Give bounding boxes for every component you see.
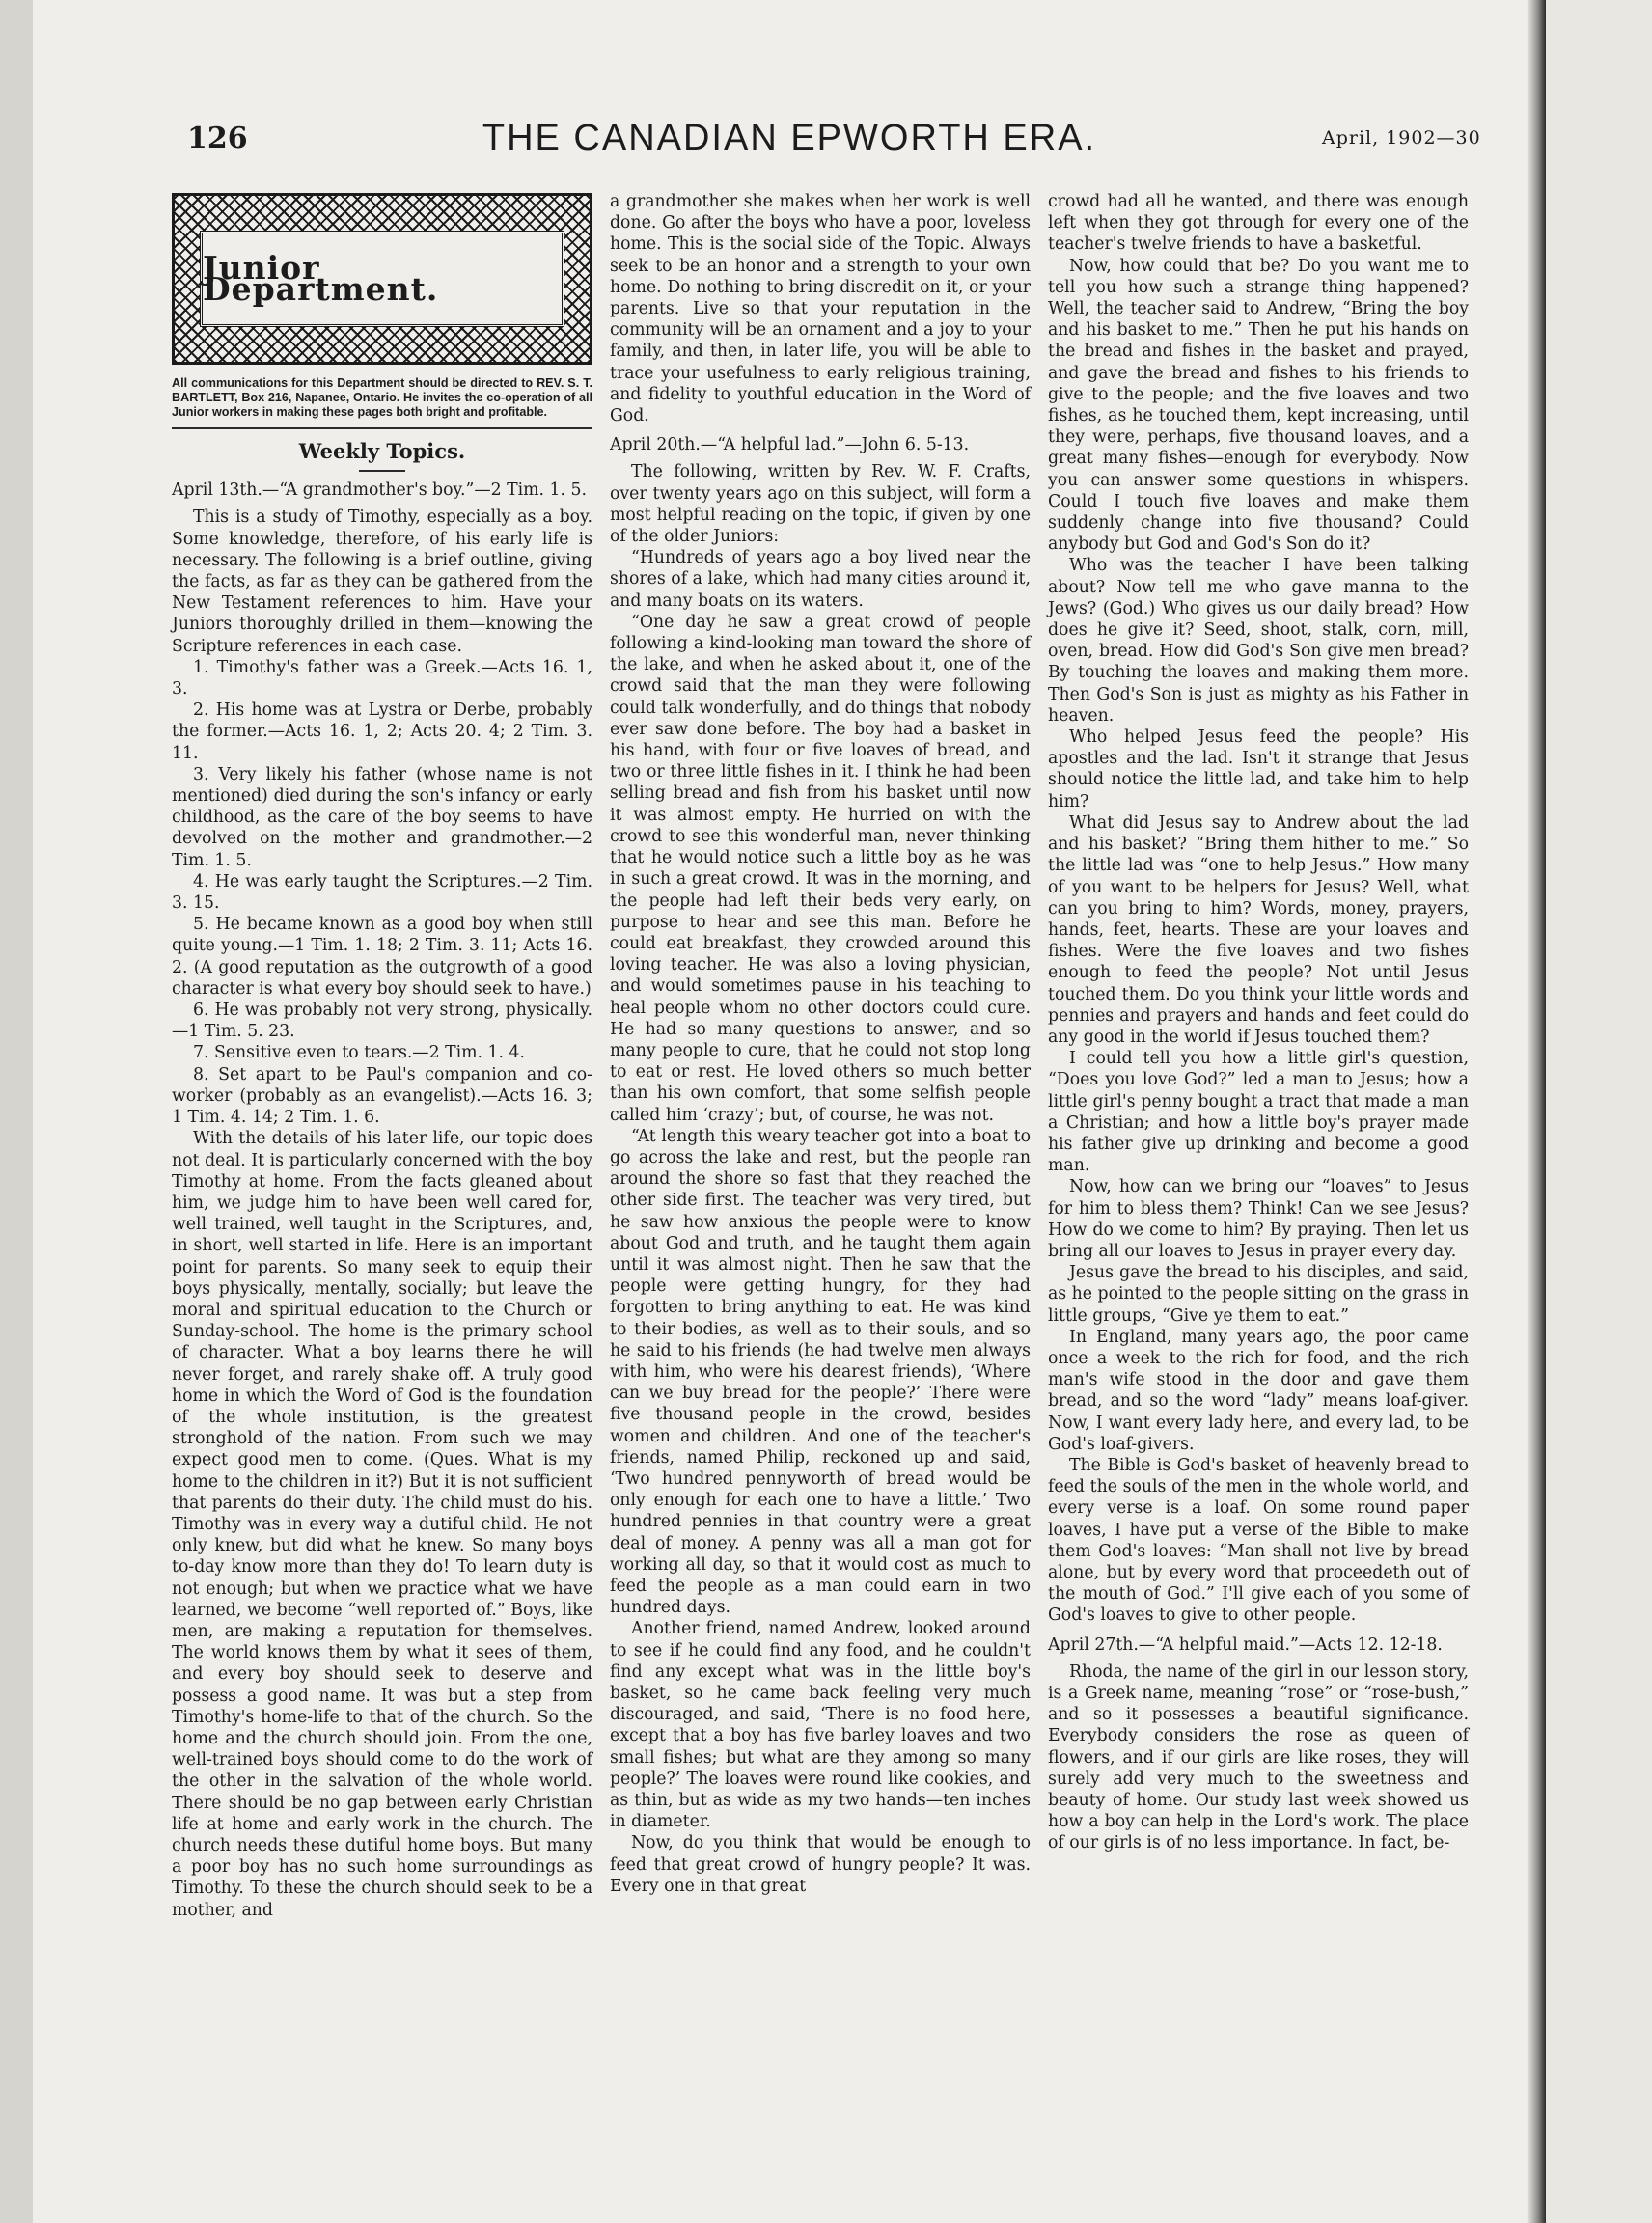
paragraph: The following, written by Rev. W. F. Crafts, over twenty years ago on this subject, will form a most helpful reading on the topic, if given by one of the older Juniors: — [610, 462, 1031, 547]
paragraph: 5. He became known as a good boy when still quite young.—1 Tim. 1. 18; 2 Tim. 3. 11; Acts 16. 2. (A good reputation as the outgrowth of a good character is what every boy should seek to have.) — [172, 915, 592, 999]
page-header — [33, 114, 1546, 172]
paragraph: Now, how can we bring our “loaves” to Jesus for him to bless them? Think! Can we see Jesus? How do we come to him? By praying. Then let us bring all our loaves to Jesus in prayer every day. — [1048, 1177, 1469, 1261]
paragraph: Rhoda, the name of the girl in our lesson story, is a Greek name, meaning “rose” or “rose-bush,” and so it possesses a beautiful significance. Everybody considers the rose as queen of flowers, and if our girls are like roses, they will surely add very much to the sweetness and beauty of home. Our study last week showed us how a boy can help in the Lord's work. The place of our girls is of no less importance. In fact, be- — [1048, 1661, 1469, 1853]
paragraph: With the details of his later life, our topic does not deal. It is particularly concerned with the boy Timothy at home. From the facts gleaned about him, we judge him to have been well cared for, well trained, well taught in the Scriptures, and, in short, well started in life. Here is an important point for parents. So many seek to equip their boys physically, mentally, socially; but leave the moral and spiritual education to the Church or Sunday-school. The home is the primary school of character. What a boy learns there he will never forget, and rarely shake off. A truly good home in which the Word of God is the foundation of the whole institution, is the greatest stronghold of the nation. From such we may expect good men to come. (Ques. What is my home to the children in it?) But it is not sufficient that parents do their duty. The child must do his. Timothy was in every way a dutiful child. He not only knew, but did what he knew. So many boys to-day know more than they do! To learn duty is not enough; but when we practice what we have learned, we become “well reported of.” Boys, like men, are making a reputation for themselves. The world knows them by what it sees of them, and every boy should seek to deserve and possess a good name. It was but a step from Timothy's home-life to that of the church. So the home and the church should join. From the one, well-trained boys should come to do the work of the other in the salvation of the whole world. There should be no gap between early Christian life at home and early work in the church. The church needs these dutiful home boys. But many a poor boy has no such home surroundings as Timothy. To these the church should seek to be a mother, and — [172, 1129, 592, 1920]
paragraph: What did Jesus say to Andrew about the lad and his basket? “Bring them hither to me.” So the little lad was “one to help Jesus.” How many of you want to be helpers for Jesus? Well, what can you bring to him? Words, money, prayers, hands, feet, hearts. These are your loaves and fishes. Were the five loaves and two fishes enough to feed the people? Not until Jesus touched them. Do you think your little words and pennies and prayers and hands and feet could do any good in the world if Jesus touched them? — [1048, 812, 1469, 1047]
paragraph-continued: a grandmother she makes when her work is well done. Go after the boys who have a poor, loveless home. This is the social side of the Topic. Always seek to be an honor and a strength to your own home. Do nothing to bring discredit on it, or your parents. Live so that your reputation in the community will be an ornament and a joy to your family, and then, in later life, you will be able to trace your usefulness to early religious training, and fidelity to youthful education in the Word of God. — [610, 192, 1031, 426]
topic-heading: April 27th.—“A helpful maid.”—Acts 12. 12-18. — [1048, 1634, 1443, 1655]
column-1-body — [172, 480, 592, 1921]
paragraph: “One day he saw a great crowd of people following a kind-looking man toward the shore of the lake, and when he asked about it, one of the crowd said that the man they were following could talk wonderfully, and do things that nobody ever saw done before. The boy had a basket in his hand, with four or five loaves of bread, and two or three little fishes in it. I think he had been selling bread and fish from his basket until now it was almost empty. He hurried on with the crowd to see this wonderful man, never thinking that he would notice such a little boy as he was in such a great crowd. It was in the morning, and the people had left their beds very early, on purpose to hear and see this man. Before he could eat breakfast, they crowded around this loving teacher. He was also a loving physician, and would sometimes pause in his teaching to heal people whom no other doctors could cure. He had so many questions to answer, and so many people to cure, that he could not stop long to eat or rest. He loved others so much better than his own comfort, that some selfish people called him ‘crazy’; but, of course, he was not. — [610, 612, 1031, 1125]
column-1 — [172, 191, 592, 1921]
paragraph: 4. He was early taught the Scriptures.—2 Tim. 3. 15. — [172, 871, 592, 914]
paragraph: Who was the teacher I have been talking about? Now tell me who gave manna to the Jews? (God.) Who gives us our daily bread? How does he give it? Seed, shoot, stalk, corn, mill, oven, bread. How did God's Son give men bread? By touching the loaves and making them more. Then God's Son is just as mighty as his Father in heaven. — [1048, 556, 1469, 726]
section-heading: Weekly Topics. — [298, 439, 466, 463]
paragraph: Jesus gave the bread to his disciples, and said, as he pointed to the people sitting on the grass in little groups, “Give ye them to eat.” — [1048, 1263, 1469, 1326]
banner-frame — [200, 231, 564, 327]
paragraph: The Bible is God's basket of heavenly bread to feed the souls of the men in the whole world, and every verse is a loaf. On some round paper loaves, I have put a verse of the Bible to make them God's loaves: “Man shall not live by bread alone, but by every word that proceedeth out of the mouth of God.” I'll give each of you some of God's loaves to give to other people. — [1048, 1455, 1469, 1626]
paragraph: “Hundreds of years ago a boy lived near the shores of a lake, which had many cities around it, and many boats on its waters. — [610, 548, 1031, 611]
short-divider — [359, 470, 405, 472]
topic-heading: April 13th.—“A grandmother's boy.”—2 Tim. 1. 5. — [172, 480, 587, 501]
paragraph: In England, many years ago, the poor came once a week to the rich for food, and the rich man's wife stood in the door and gave them bread, and so the word “lady” means loaf-giver. Now, I want every lady here, and every lad, to be God's loaf-givers. — [1048, 1327, 1469, 1454]
topic-heading: April 20th.—“A helpful lad.”—John 6. 5-13. — [610, 435, 970, 455]
column-3-body — [1048, 191, 1469, 1854]
department-notice: All communications for this Department should be directed to REV. S. T. BARTLETT, Box 216, Napanee, Ontario. He invites the co-operation of all Junior workers in making these pages both bright and profitable. — [172, 376, 592, 419]
paragraph: 6. He was probably not very strong, physically.—1 Tim. 5. 23. — [172, 1001, 592, 1042]
journal-title: THE CANADIAN EPWORTH ERA. — [482, 118, 1097, 158]
column-2 — [610, 191, 1031, 1897]
page-gutter — [1527, 0, 1546, 2223]
paragraph: Who helped Jesus feed the people? His apostles and the lad. Isn't it strange that Jesus should notice the little lad, and take him to help him? — [1048, 727, 1469, 811]
paragraph: 7. Sensitive even to tears.—2 Tim. 1. 4. — [193, 1043, 525, 1063]
issue-date: April, 1902—30 — [1322, 127, 1481, 149]
paragraph: Now, do you think that would be enough to feed that great crowd of hungry people? It was. Every one in that great — [610, 1833, 1031, 1896]
journal-page — [33, 0, 1546, 2223]
paragraph: Another friend, named Andrew, looked around to see if he could find any food, and he couldn't find any except what was in the little boy's basket, so he came back feeling very much discouraged, and said, ‘There is no food here, except that a boy has five barley loaves and two small fishes; but what are they among so many people?’ The loaves were round like cookies, and as thin, but as wide as my two hands—ten inches in diameter. — [610, 1619, 1031, 1832]
paragraph: “At length this weary teacher got into a boat to go across the lake and rest, but the people ran around the shore so fast that they reached the other side first. The teacher was very tired, but he saw how anxious the people were to know about God and truth, and he taught them again until it was almost night. Then he saw that the people were getting hungry, for they had forgotten to bring anything to eat. He was kind to their bodies, as well as to their souls, and so he said to his friends (he had twelve men always with him, who were his dearest friends), ‘Where can we buy bread for the people?’ There were five thousand people in the crowd, besides women and children. And one of the teacher's friends, named Philip, reckoned up and said, ‘Two hundred pennyworth of bread would be only enough for each one to have a little.’ Two hundred pennies in that country were a great deal of money. A penny was all a man got for working all day, so that it would cost as much to feed the people as a man could earn in two hundred days. — [610, 1126, 1031, 1618]
paragraph: I could tell you how a little girl's question, “Does you love God?” led a man to Jesus; how a little girl's penny bought a tract that made a man a Christian; and how a little boy's prayer made his father give up drinking and become a good man. — [1048, 1049, 1469, 1176]
paragraph: 3. Very likely his father (whose name is not mentioned) died during the son's infancy or early childhood, as the care of the boy seems to have devolved on the mother and grandmother.—2 Tim. 1. 5. — [172, 764, 592, 870]
paragraph: Now, how could that be? Do you want me to tell you how such a strange thing happened? Well, the teacher said to Andrew, “Bring the boy and his basket to me.” Then he put his hands on the bread and fishes in the basket and prayed, and gave the bread and fishes to his friends to give to the people; and the five loaves and two fishes, as he touched them, kept increasing, until they were, perhaps, five thousand loaves, and a great many fishes—enough for everybody. Now you can answer some questions in whispers. Could I touch five loaves and make them suddenly change into five thousand? Could anybody but God and God's Son do it? — [1048, 256, 1469, 555]
paragraph: 1. Timothy's father was a Greek.—Acts 16. 1, 3. — [172, 657, 592, 700]
facing-page-edge — [1546, 0, 1652, 2223]
paragraph-continued: crowd had all he wanted, and there was enough left when they got through for every one of the teacher's twelve friends to have a basketful. — [1048, 192, 1469, 255]
page-number: 126 — [187, 122, 248, 155]
column-2-body — [610, 191, 1031, 1897]
divider — [172, 427, 592, 429]
department-title: Junior Department. — [203, 248, 439, 308]
paragraph: 2. His home was at Lystra or Derbe, probably the former.—Acts 16. 1, 2; Acts 20. 4; 2 Tim. 3. 11. — [172, 700, 592, 763]
paragraph: 8. Set apart to be Paul's companion and co-worker (probably as an evangelist).—Acts 16. 3; 1 Tim. 4. 14; 2 Tim. 1. 6. — [172, 1064, 592, 1128]
paragraph: This is a study of Timothy, especially as a boy. Some knowledge, therefore, of his early life is necessary. The following is a brief outline, giving the facts, as far as they can be gathered from the New Testament references to him. Have your Juniors thoroughly drilled in them—knowing the Scripture references in each case. — [172, 508, 592, 656]
column-3 — [1048, 191, 1469, 1854]
department-banner — [172, 193, 592, 365]
